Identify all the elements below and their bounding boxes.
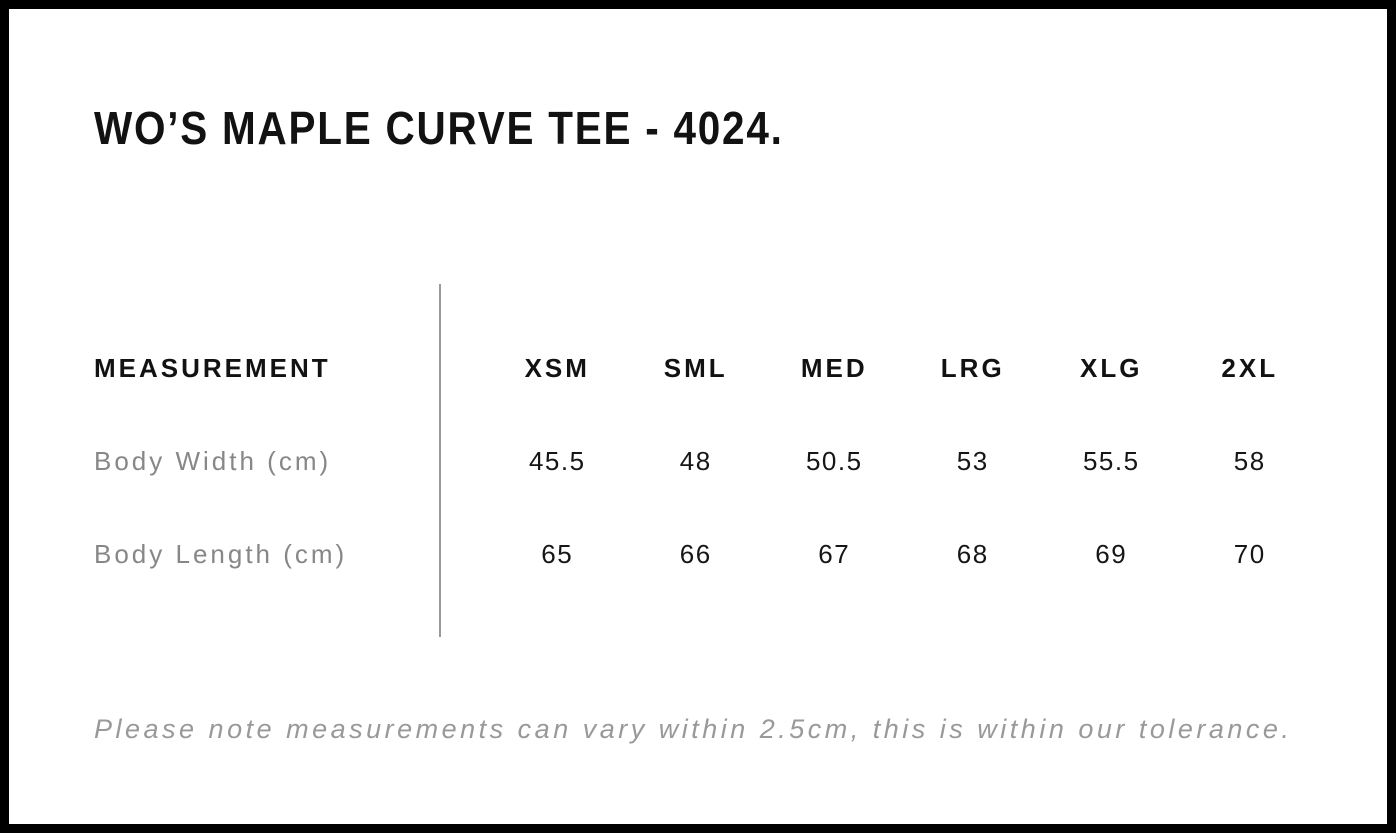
page-title: WO’S MAPLE CURVE TEE - 4024.	[94, 102, 784, 154]
row-label-body-width: Body Width (cm)	[94, 446, 332, 476]
size-chart-table	[94, 322, 1319, 601]
size-header-sml: SML	[663, 353, 728, 383]
body-length-sml: 66	[679, 539, 712, 569]
body-width-med: 50.5	[805, 446, 863, 476]
tolerance-note: Please note measurements can vary within 2.5cm, this is within our tolerance.	[94, 714, 1293, 744]
body-length-med: 67	[818, 539, 851, 569]
row-label-body-length: Body Length (cm)	[94, 539, 348, 569]
body-width-lrg: 53	[956, 446, 989, 476]
size-header-2xl: 2XL	[1221, 353, 1279, 383]
body-length-xsm: 65	[541, 539, 574, 569]
body-width-xsm: 45.5	[528, 446, 586, 476]
body-width-sml: 48	[679, 446, 712, 476]
size-header-med: MED	[800, 353, 868, 383]
measurement-column-header: MEASUREMENT	[94, 353, 331, 383]
body-width-xlg: 55.5	[1082, 446, 1140, 476]
body-width-2xl: 58	[1233, 446, 1266, 476]
size-header-xlg: XLG	[1080, 353, 1143, 383]
body-length-lrg: 68	[956, 539, 989, 569]
body-length-2xl: 70	[1233, 539, 1266, 569]
size-header-xsm: XSM	[524, 353, 590, 383]
body-length-2xl-col5: 69	[1095, 539, 1128, 569]
size-header-lrg: LRG	[940, 353, 1005, 383]
